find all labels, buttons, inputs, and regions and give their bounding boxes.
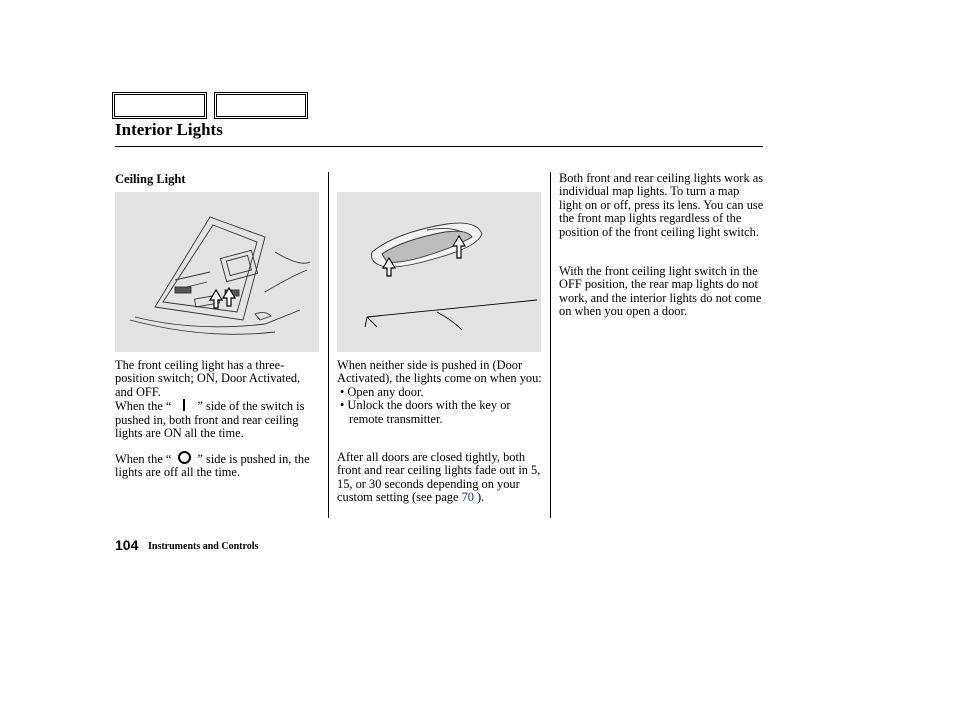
col1-text-2 — [115, 451, 321, 480]
col3-paragraph-1: Both front and rear ceiling lights work as individual map lights. To turn a map light on or off, press its lens. You can use the front map lights regardless of the position of the front ceiling light switch. — [559, 171, 764, 239]
col2-p2-after: ). — [473, 490, 485, 505]
on-bar-icon — [171, 399, 197, 413]
col3-text — [559, 172, 765, 239]
col1-paragraph-2 — [115, 399, 321, 440]
front-ceiling-light-illustration — [115, 192, 319, 352]
col2-paragraph-2 — [337, 451, 545, 505]
col3-text-2 — [559, 265, 765, 319]
col3-paragraph-2: With the front ceiling light switch in the OFF position, the rear map lights do not work, and the interior lights do not come on when you open a door. — [559, 264, 762, 319]
title-rule — [115, 146, 763, 147]
col1-paragraph-3 — [115, 451, 321, 480]
col2-p2-before: After all doors are closed tightly, both front and rear ceiling lights fade out in 5, 15, or 30 seconds depending on your custom setting (see page — [337, 450, 541, 505]
page-link[interactable]: 70 — [461, 490, 474, 505]
col1-text — [115, 359, 321, 440]
front-ceiling-light-figure — [115, 192, 319, 352]
col1-p2-after: ” side of the switch is pushed in, both front and rear ceiling lights are ON all the time. — [115, 399, 305, 441]
col2-paragraph-1: When neither side is pushed in (Door Activated), the lights come on when you: — [337, 358, 542, 386]
page-number: 104 — [115, 537, 139, 553]
page-title: Interior Lights — [115, 120, 223, 139]
column-divider-2 — [550, 172, 551, 518]
col2-bullet-1: • Open any door. — [340, 384, 424, 399]
section-heading: Ceiling Light — [115, 172, 186, 186]
col2-bullet-2: • Unlock the doors with the key or remote transmitter. — [340, 398, 511, 426]
nav-tab-1[interactable] — [112, 92, 207, 119]
off-ring-icon — [171, 451, 197, 466]
col1-p2-before: When the “ — [115, 399, 172, 414]
rear-ceiling-light-figure — [337, 192, 541, 352]
col1-p3-before: When the “ — [115, 452, 172, 466]
column-divider-1 — [328, 172, 329, 518]
col1-paragraph-1: The front ceiling light has a three-position switch; ON, Door Activated, and OFF. — [115, 358, 301, 399]
col1-p3-after: ” side is pushed in, the lights are off all the time. — [115, 452, 310, 480]
rear-ceiling-light-illustration — [337, 192, 541, 352]
section-name: Instruments and Controls — [148, 541, 259, 552]
nav-tab-2[interactable] — [214, 92, 308, 119]
col2-text — [337, 359, 545, 426]
col2-text-2 — [337, 451, 545, 505]
